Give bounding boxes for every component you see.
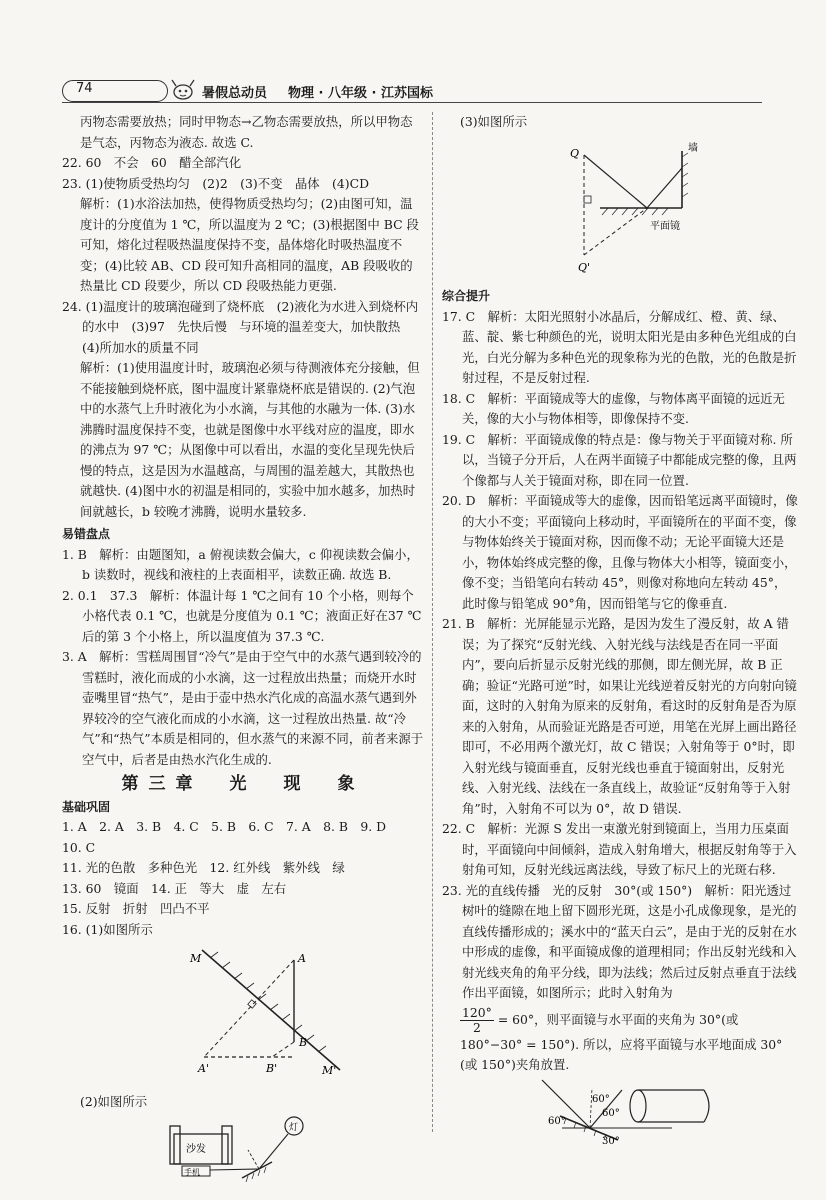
answer-18: 18. C 解析：平面镜成等大的虚像，与物体离平面镜的远近无关，像的大小与物体相等，即像保持不变. [442, 390, 785, 426]
book-title: 暑假总动员 [202, 86, 268, 101]
basics-line: 1. A 2. A 3. B 4. C 5. B 6. C 7. A 8. B 9. D [62, 819, 387, 834]
analysis-24: 解析：(1)使用温度计时，玻璃泡必须与待测液体充分接触，但不能接触到烧杯底，图中温度计紧靠烧杯底是错误的. (2)气泡中的水蒸气上升时液化为小水滴，与其他的水融为一体. (3)水沸腾时温度保持不变，也就是图像中水平线对应的温度，即水的沸点为 97 ℃；从图像中可以看出，水温的变化呈现先快后慢的特点，这是因为水温越高，与周围的温差越大，其散热也就越快. (4)图中水的初温是相同的，实验中加水越多，加热时间就越长，b 较晚才沸腾，说明水量较多. [80, 360, 420, 519]
answer-17: 17. C 解析：太阳光照射小冰晶后，分解成红、橙、黄、绿、蓝、靛、紫七种颜色的光，说明太阳光是由多种色光组成的白光，白光分解为多种色光的现象称为光的色散，光的色散是折射过程，不是反射过程. [442, 308, 797, 385]
page-number: 74 [76, 81, 93, 96]
basics-line: 11. 光的色散 多种色光 12. 红外线 紫外线 绿 [62, 860, 345, 875]
fraction [460, 1006, 494, 1035]
fraction-numerator: 120° [462, 1004, 492, 1020]
section-heading-basics: 基础巩固 [62, 799, 111, 814]
answer-22: 22. 60 不会 60 醋全部汽化 [62, 155, 242, 170]
answer-23: 23. (1)使物质受热均匀 (2)2 (3)不变 晶体 (4)CD [62, 175, 370, 191]
page-header [62, 78, 762, 104]
fig2-caption: (2)如图所示 [80, 1093, 148, 1109]
book-subject: 物理 · 八年级 · 江苏国标 [288, 86, 433, 101]
fig3-label-Q-prime: Q' [578, 260, 591, 274]
fig4-angle: 60° [602, 1107, 620, 1119]
basics-line: 10. C [62, 839, 96, 855]
fig4-angle: 60° [592, 1093, 610, 1105]
chapter-title: 第三章 光 现 象 [121, 774, 365, 794]
fig1-label-M-prime: M' [322, 1064, 337, 1077]
wall-mirror-figure [442, 133, 798, 278]
fraction-line [442, 1006, 798, 1035]
section-heading-advanced: 综合提升 [442, 289, 491, 303]
fig2-sofa-label: 沙发 [186, 1144, 206, 1155]
answer-23c: 23. 光的直线传播 光的反射 30°(或 150°) 解析：阳光透过树叶的缝隙在地上留下圆形光斑，这是小孔成像现象，是光的直线传播形成的；溪水中的“蓝天白云”，是由于光的反射在水中形成的虚像，和平面镜成像的道理相同；作出反射光线和入射光线夹角的角平分线，即为法线；然后过反射点垂直于法线作出平面镜，如图所示；此时入射角为 [442, 882, 797, 1000]
basics-line: 16. (1)如图所示 [62, 921, 153, 937]
answer-23c-end: 180°−30° = 150°). 所以，应将平面镜与水平地面成 30°(或 150°)夹角放置. [460, 1036, 783, 1072]
fig2-lamp-label: 灯 [289, 1123, 299, 1133]
fig3-caption: (3)如图所示 [460, 114, 528, 129]
fig1-label-A-prime: A' [198, 1062, 209, 1075]
error-answer-3: 3. A 解析：雪糕周围冒“冷气”是由于空气中的水蒸气遇到较冷的雪糕时，液化而成的小水滴，这一过程放出热量；而烧开水时壶嘴里冒“热气”，是由于壶中热水汽化成的高温水蒸气遇到外界较冷的空气液化而成的小水滴，这一过程放出热量. 故“冷气”和“热气”本质是相同的，但水蒸气的来源不同，前者来源于空气中，后者是由热水汽化生成的. [62, 649, 424, 767]
fig2-phone-label: 手机 [184, 1168, 200, 1177]
fig3-wall-label: 墙 [688, 142, 698, 154]
fig1-label-M: M [190, 952, 202, 965]
section-heading-errors: 易错盘点 [62, 527, 111, 541]
fig3-mirror-label: 平面镜 [650, 220, 680, 232]
basics-line: 15. 反射 折射 凹凸不平 [62, 901, 210, 916]
sofa-lamp-figure [62, 1112, 422, 1192]
right-column [442, 112, 798, 1154]
fig4-angle: 60° [548, 1115, 566, 1127]
fig1-label-B-prime: B' [266, 1062, 278, 1075]
column-divider [432, 112, 433, 1132]
fraction-tail: = 60°，则平面镜与水平面的夹角为 30°(或 [497, 1011, 739, 1027]
fig4-angle: 30° [602, 1135, 620, 1147]
answer-22c: 22. C 解析：光源 S 发出一束激光射到镜面上，当用力压桌面时，平面镜向中间倾斜，造成入射角增大，根据反射角等于入射角可知，反射光线远离法线，导致了标尺上的光斑右移. [442, 821, 797, 877]
answer-19: 19. C 解析：平面镜成像的特点是：像与物关于平面镜对称. 所以，当镜子分开后，人在两半面镜子中都能成完整的像，且两个像都与人关于镜面对称，即在同一位置. [442, 431, 797, 488]
answer-20: 20. D 解析：平面镜成等大的虚像，因而铅笔远离平面镜时，像的大小不变；平面镜向上移动时，平面镜所在的平面不变，像与物体始终关于镜面对称，因而像不动；无论平面镜大还是小，物体始终成完整的像，且像与物体大小相等，镜面变小，像不变；当铅笔向右转动 45°，则像对称地向左转动 45°，此时像与铅笔成 90°角，因而铅笔与它的像垂直. [442, 493, 798, 611]
mirror-image-figure [62, 940, 422, 1085]
header-rule [62, 102, 762, 103]
mascot-icon [168, 78, 198, 102]
left-column [62, 112, 424, 1199]
fig3-label-Q: Q [570, 146, 580, 160]
answer-text: 丙物态需要放热；同时甲物态→乙物态需要放热，所以甲物态是气态，丙物态为液态. 故选 C. [80, 114, 413, 150]
basics-line: 13. 60 镜面 14. 正 等大 虚 左右 [62, 880, 287, 896]
fig1-label-B: B [299, 1036, 308, 1049]
fig1-label-A: A [298, 952, 306, 965]
fraction-denominator: 2 [472, 1019, 481, 1035]
answer-21: 21. B 解析：光屏能显示光路，是因为发生了漫反射，故 A 错误；为了探究“反射光线、入射光线与法线是否在同一平面内”，要向后折显示反射光线的那侧，即左侧光屏，故 B 正确；验证“光路可逆”时，如果让光线逆着反射光的方向射向镜面，这时的入射角为原来的反射角，看这时的反射角是否为原来的入射角，从而验证光路是否可逆，用笔在光屏上画出路径即可，不必用两个激光灯，故 C 错误；入射角等于 0°时，即入射光线与镜面垂直，反射光线也垂直于镜面射出，反射光线、入射光线、法线在一条直线上，故验证“反射角等于入射角”时，入射角不可以为 0°，故 D 错误. [442, 616, 797, 816]
error-answer-2: 2. 0.1 37.3 解析：体温计每 1 ℃之间有 10 个小格，则每个小格代表 0.1 ℃，也就是分度值为 0.1 ℃；液面正好在37 ℃后的第 3 个小格上，所以温度值为 37.3 ℃. [62, 587, 422, 644]
error-answer-1: 1. B 解析：由题图知，a 俯视读数会偏大，c 仰视读数会偏小，b 读数时，视线和液柱的上表面相平，读数正确. 故选 B. [62, 546, 419, 582]
analysis-23: 解析：(1)水浴法加热，使得物质受热均匀；(2)由图可知，温度计的分度值为 1 ℃，所以温度为 2 ℃；(3)根据图中 BC 段可知，熔化过程吸热温度保持不变，晶体熔化时吸热温度不变；(4)比较 AB、CD 段可知升高相同的温度，AB 段吸收的热量比 CD 段要少，所以 CD 段吸热能力更强. [80, 196, 419, 293]
tree-mirror-figure [442, 1076, 798, 1148]
answer-24: 24. (1)温度计的玻璃泡碰到了烧杯底 (2)液化为水进入到烧杯内的水中 (3)97 先快后慢 与环境的温差变大，加快散热 (4)所加水的质量不同 [62, 298, 419, 355]
